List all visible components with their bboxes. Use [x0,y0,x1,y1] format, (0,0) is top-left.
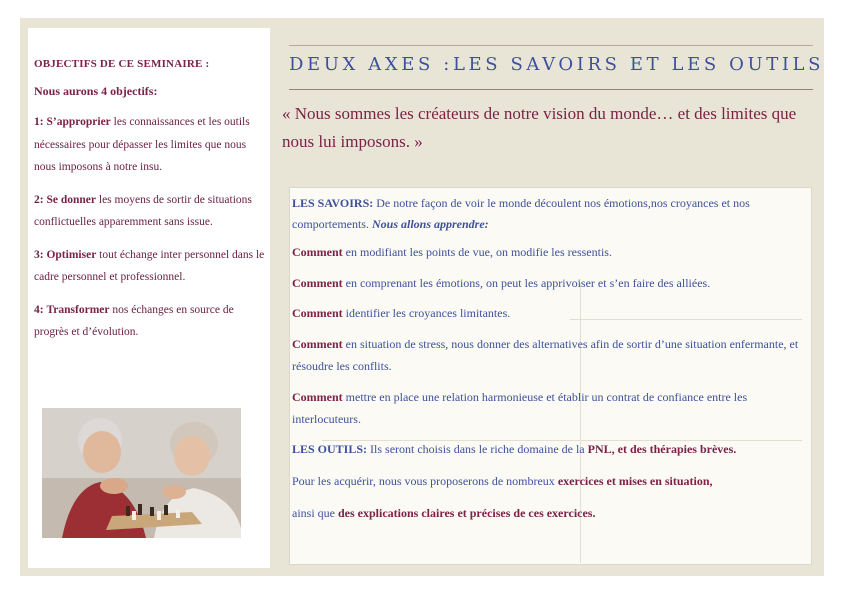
objective-lead: Transformer [46,303,110,316]
objective-item [34,244,268,289]
comment-lead: Comment [292,306,343,320]
objective-item [34,299,268,344]
explanations-paragraph [292,503,810,524]
page-title: DEUX AXES :LES SAVOIRS ET LES OUTILS [289,54,825,75]
seniors-chess-photo [42,408,241,538]
comment-text: en modifiant les points de vue, on modifie les ressentis. [342,245,612,259]
objective-text: les connaissances et les outils nécessaires pour dépasser les limites que nous nous imposons à notre insu. [34,116,250,173]
explanations-highlight: des explications claires et précises de ces exercices. [338,505,596,520]
comment-lead: Comment [292,275,343,290]
acquire-highlight: exercices et mises en situation, [557,473,713,488]
comment-item [292,241,810,264]
objectives-panel [28,28,270,568]
comment-item [292,386,810,431]
objective-lead: Optimiser [46,248,97,261]
objective-item [34,111,268,179]
comment-text: en comprenant les émotions, on peut les apprivoiser et s’en faire des alliées. [342,275,711,290]
acquire-text: Pour les acquérir, nous vous proposerons de nombreux [292,473,558,488]
objective-number: 2: [34,193,44,206]
photo-illustration [42,408,241,538]
comment-item [292,272,810,295]
objectives-title: OBJECTIFS DE CE SEMINAIRE : [34,58,210,70]
quote: « Nous sommes les créateurs de notre vision du monde… et des limites que nous lui imposons. » [282,104,797,151]
comment-lead: Comment [292,336,343,351]
learn-heading: Nous allons apprendre: [371,217,489,231]
content-box [289,187,812,565]
outils-text: Ils seront choisis dans le riche domaine de la [367,441,588,456]
outils-paragraph [292,439,810,460]
objective-text: les moyens de sortir de situations conflictuelles apparemment sans issue. [34,193,252,228]
objective-lead: S’approprier [46,116,111,128]
objective-number: 1: [34,116,44,128]
savoirs-text: De notre façon de voir le monde découlent nos émotions,nos croyances et nos comportements. [292,196,750,231]
comment-text: mettre en place une relation harmonieuse et établir un contrat de confiance entre les interlocuteurs. [292,389,748,426]
objective-item [34,189,268,234]
objective-text: tout échange inter personnel dans le cadre personnel et professionnel. [34,248,265,283]
objective-lead: Se donner [46,193,96,206]
title-rule-bottom [289,89,813,90]
objectives-intro: Nous aurons 4 objectifs: [34,84,158,98]
comment-text: identifier les croyances limitantes. [342,306,511,320]
objective-number: 4: [34,303,44,316]
outils-highlight: PNL, et des thérapies brèves. [587,441,737,456]
outils-label: LES OUTILS: [292,441,368,456]
comment-text: en situation de stress, nous donner des alternatives afin de sortir d’une situation enfermante, et résoudre les conflits. [292,336,799,373]
savoirs-label: LES SAVOIRS: [292,196,374,210]
comment-lead: Comment [292,245,343,259]
comment-lead: Comment [292,389,343,404]
objective-number: 3: [34,248,44,261]
objective-text: nos échanges en source de progrès et d’évolution. [34,303,234,338]
comment-item [292,333,810,378]
explanations-text: ainsi que [292,505,338,520]
savoirs-paragraph [292,193,810,235]
comment-item [292,302,810,325]
acquire-paragraph [292,471,810,492]
title-rule-top [289,45,813,46]
